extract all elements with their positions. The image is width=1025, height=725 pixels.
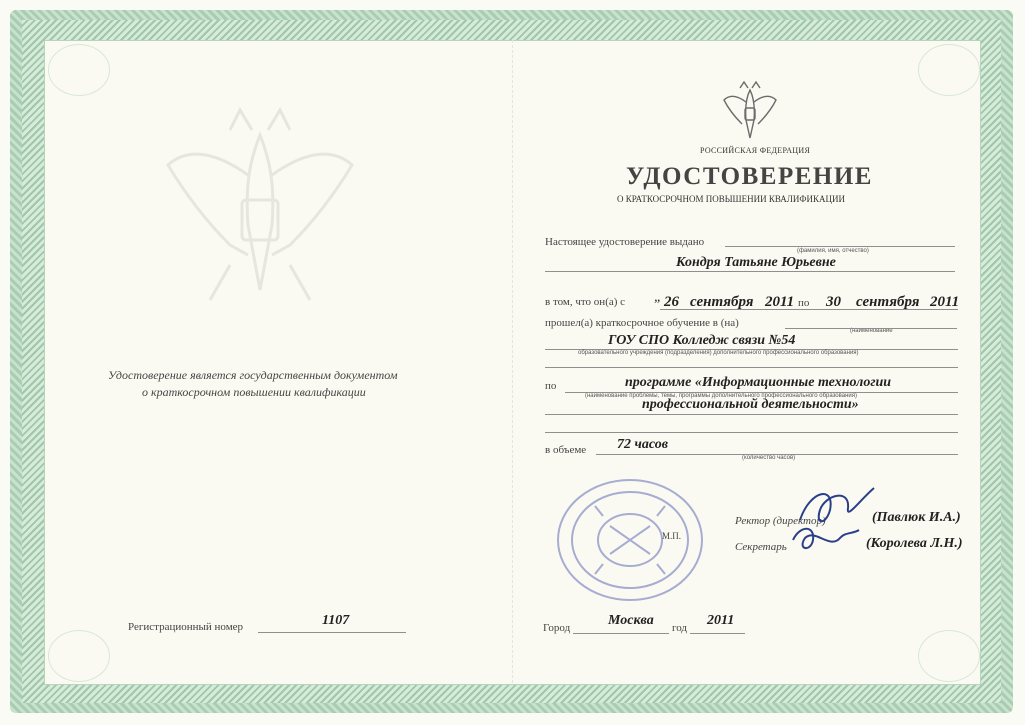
training-label: прошел(а) краткосрочное обучение в (на) [545,317,739,329]
city-label: Город [543,622,571,634]
stamp-place-label: М.П. [662,531,682,541]
issued-to-label: Настоящее удостоверение выдано [545,236,705,248]
period-to-month: сентября [856,294,920,310]
institution-second-underline [545,367,958,368]
corner-rosette-bottom-right [918,630,980,682]
period-open-quote: „ [654,290,662,305]
period-from-day: 26 [664,294,679,310]
left-note-line1: Удостоверение является государственным документом [108,368,398,382]
institution-name: ГОУ СПО Колледж связи №54 [608,333,796,348]
secretary-name: (Королева Л.Н.) [866,536,963,551]
official-seal-stamp [555,476,715,604]
issued-to-hint: (фамилия, имя, отчество) [797,248,869,254]
training-underline [785,328,957,329]
program-line2: профессиональной деятельности» [642,397,859,412]
city-value: Москва [608,613,654,628]
program-extra-underline [545,432,958,433]
corner-rosette-bottom-left [48,630,110,682]
registration-number-label: Регистрационный номер [128,621,244,633]
secretary-signature [785,520,865,560]
certificate-title: УДОСТОВЕРЕНИЕ [626,163,873,190]
year-value: 2011 [707,613,735,628]
volume-hint: (количество часов) [742,455,796,461]
eagle-watermark-emblem [160,105,360,310]
issued-to-underline [725,246,955,247]
rector-label: Ректор (директор) [735,515,826,527]
program-line2-underline [545,414,958,415]
period-label: в том, что он(а) с [545,296,626,308]
program-line1: программе «Информационные технологии [625,375,892,390]
period-underline [660,309,958,310]
registration-number-value: 1107 [322,613,350,628]
period-from-month: сентября [690,294,754,310]
period-to-day: 30 [826,294,841,310]
left-note-line2: о краткосрочном повышении квалификации [142,385,366,399]
period-to-label: по [798,297,810,309]
institution-hint: образовательного учреждения (подразделения) дополнительного профессионального образования) [578,350,859,356]
program-label: по [545,380,557,392]
year-label: год [672,622,688,634]
period-from-year: 2011 [765,294,795,310]
period-to-year: 2011 [930,294,960,310]
country-label: РОССИЙСКАЯ ФЕДЕРАЦИЯ [700,146,811,155]
secretary-label: Секретарь [735,541,787,553]
registration-number-underline [258,632,406,633]
state-emblem-eagle-icon [722,80,778,142]
program-hint: (наименование проблемы, темы, программы дополнительного профессионального образования) [585,393,857,399]
volume-label: в объеме [545,444,587,456]
volume-value: 72 часов [617,437,668,452]
certificate-subtitle: О КРАТКОСРОЧНОМ ПОВЫШЕНИИ КВАЛИФИКАЦИИ [617,194,846,204]
training-hint-right: (наименование [850,328,893,334]
rector-name: (Павлюк И.А.) [872,510,961,525]
recipient-name-underline [545,271,955,272]
corner-rosette-top-right [918,44,980,96]
year-underline [690,633,745,634]
center-fold-line [512,40,513,683]
city-underline [573,633,669,634]
recipient-name: Кондря Татьяне Юрьевне [676,255,836,270]
corner-rosette-top-left [48,44,110,96]
